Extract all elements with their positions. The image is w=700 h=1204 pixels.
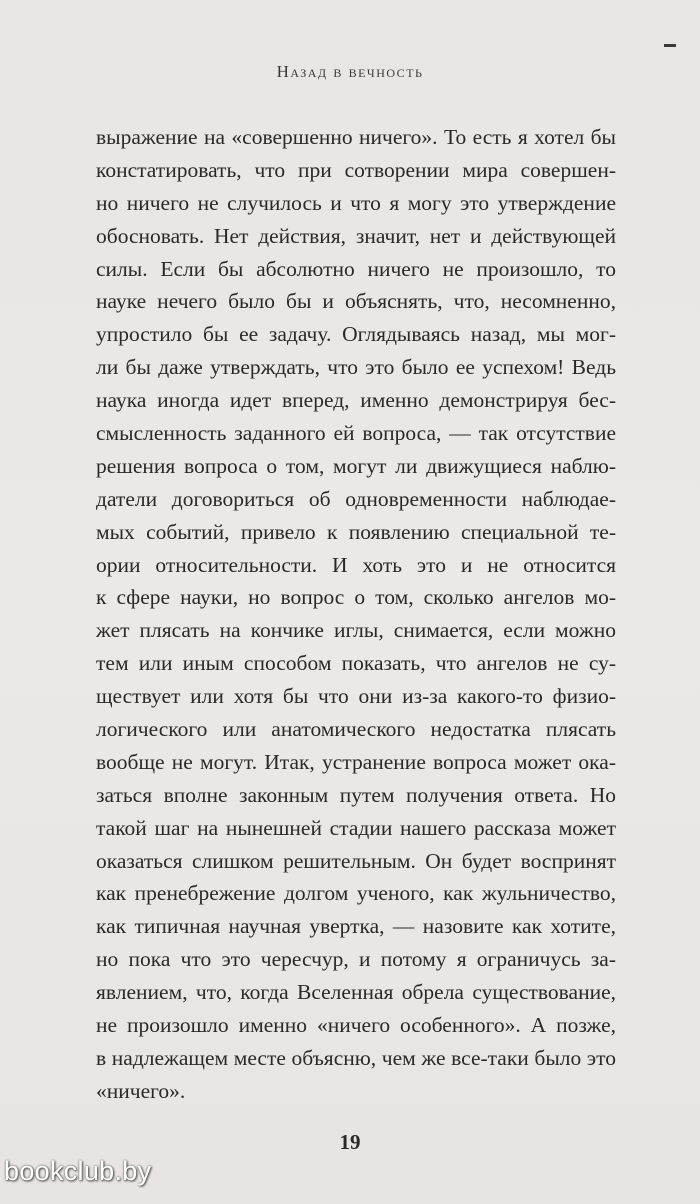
text-line: тем или иным способом показать, что ангелов не су- (96, 651, 616, 676)
text-line: науке нечего было бы и объяснять, что, несомненно, (96, 289, 616, 314)
text-line: но пока что это чересчур, и потому я ограничусь за- (96, 947, 616, 972)
text-line: решения вопроса о том, могут ли движущиеся наблю- (96, 453, 616, 478)
text-line: жет плясать на кончике иглы, снимается, если можно (96, 618, 616, 643)
text-line: наука иногда идет вперед, именно демонстрируя бес- (96, 388, 616, 413)
text-line: датели договориться об одновременности наблюдае- (96, 486, 616, 511)
text-line: силы. Если бы абсолютно ничего не произошло, то (96, 256, 616, 281)
page-number: 19 (339, 1130, 361, 1154)
text-line: как типичная научная увертка, — назовите как хотите, (96, 914, 616, 939)
text-line: как пренебрежение долгом ученого, как жульничество, (96, 881, 616, 906)
text-line: ории относительности. И хоть это и не относится (96, 552, 616, 577)
text-line: но ничего не случилось и что я могу это утверждение (96, 190, 616, 215)
text-line: выражение на «совершенно ничего». То есть я хотел бы (96, 125, 616, 149)
text-line: упростило бы ее задачу. Оглядываясь назад, мы мог- (96, 322, 616, 347)
corner-dash-mark (664, 44, 676, 47)
text-line: ли бы даже утверждать, что это было ее успехом! Ведь (96, 355, 616, 380)
text-line: заться вполне законным путем получения ответа. Но (96, 782, 616, 807)
text-line: констатировать, что при сотворении мира совершен- (96, 157, 616, 182)
text-line: оказаться слишком решительным. Он будет воспринят (96, 848, 616, 873)
text-line: мых событий, привело к появлению специальной те- (96, 519, 616, 544)
text-line: «ничего». (96, 1078, 186, 1103)
text-line: такой шаг на нынешней стадии нашего рассказа может (96, 815, 616, 840)
text-line: обосновать. Нет действия, значит, нет и действующей (96, 223, 616, 248)
running-head: Назад в вечность (276, 62, 424, 81)
text-line: явлением, что, когда Вселенная обрела существование, (96, 980, 616, 1005)
text-line: вообще не могут. Итак, устранение вопроса может ока- (96, 749, 616, 774)
text-line: не произошло именно «ничего особенного». А позже, (96, 1013, 616, 1038)
text-line: к сфере науки, но вопрос о том, сколько ангелов мо- (96, 585, 616, 610)
text-line: смысленность заданного ей вопроса, — так отсутствие (96, 421, 616, 446)
body-text (96, 121, 616, 1108)
site-watermark: bookclub.by (4, 1156, 152, 1186)
text-line: в надлежащем месте объясню, чем же все-таки было это (96, 1045, 616, 1070)
text-line: логического или анатомического недостатка плясать (96, 717, 616, 742)
text-line: ществует или хотя бы что они из-за какого-то физио- (96, 684, 616, 709)
